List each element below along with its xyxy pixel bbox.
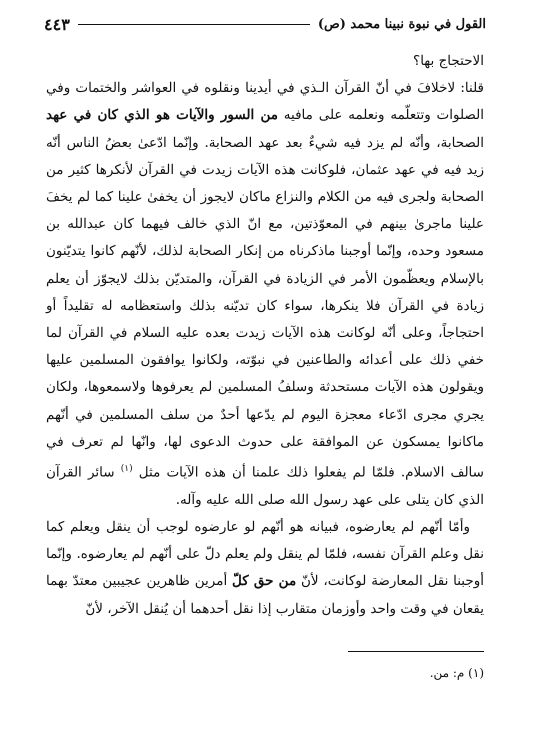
- paragraph-2-bold: من السور والآيات هو الذي كان في عهد: [46, 107, 278, 124]
- footnote-rule: [348, 651, 484, 652]
- page-header: [44, 12, 486, 36]
- paragraph-3-bold: من حق كلّ: [232, 573, 297, 590]
- paragraph-3-part-a: وأمّا أنّهم لم يعارضوه، فبيانه هو أنّهم لو عارضوه لوجب أن ينقل ويعلم كما نقل وعلم القرآن نفسه، فلمّا لم ينقل ولم يعلم دلّ على أنّهم لم يعارضوه. وإنّما أوجبنا نقل المعارضة لوكانت، لأنّ: [46, 518, 484, 590]
- paragraph-2-part-a: قلنا: لاخلافَ في أنّ القرآن الـذي في أيدينا ونقلوه في العواشر والختمات وفي الصلوات وتتعلّمه ونعلمه على مافيه: [46, 80, 484, 124]
- running-title: القول في نبوة نبينا محمد (ص): [317, 16, 486, 32]
- paragraph-3-part-c: أمرين ظاهرين عجيبين معتدّ بهما يقعان في وقت واحد وأوزمان متقارب إذا نقل أحدهما أن يُنقل الآخر، لأنّ: [46, 573, 484, 617]
- paragraph-2-part-c: الصحابة، وأنّه لم يزد فيه شيءٌ بعد عهد الصحابة. وإنّما ادّعىٰ بعضُ الناس أنّه زيد فيه في عهد عثمان، فلوكانت هذه الآيات زيدت في القرآن لأنكرها كثير من الصحابة ولجرى فيه من الكلام والنزاع ماكان لايجوز أن يخفىٰ علينا كما لم يخفَ علينا ماجرىٰ بينهم في المعوّذتين، مع انّ الذي خالف فيهما كان عبدالله بن مسعود وحده، وإنّما أوجبنا ماذكرناه من إنكار الصحابة لذلك، لأنّهم كانوا يتديّنون بالإسلام ويعظّمون الأمر في الزيادة في القرآن، والمتديّن بذلك لايجوّز أن يعلم زيادة في القرآن فلا ينكرها، سواء كان تديّنه بذلك واستعظامه له تقليداً أو احتجاجاً، وعلى أنّه لوكانت هذه الآيات زيدت بعده عليه السلام في القرآن لما خفي ذلك على أعدائه والطاعنين في نبوّته، ولكانوا يوافقون المسلمين عليها ويقولون هذه الآيات مستحدثة وسلفُ المسلمين لم يعرفوها ولاسمعوها، ولكان يجري مجرى ادّعاء معجزة اليوم لم يدّعها أحدٌ من سلف المسلمين في أنّهم ماكانوا يمسكون عن الموافقة على حدوث الدعوى لها، وانّها لم تعرف في سالف الاسلام. فلمّا لم يفعلوا ذلك علمنا أن هذه الآيات مثل: [46, 134, 484, 481]
- footnote-ref: (١): [120, 464, 133, 475]
- page-number: ٤٤٣: [44, 14, 70, 34]
- paragraph-2: [46, 75, 484, 514]
- paragraph-3: [46, 514, 484, 623]
- main-text: [46, 48, 484, 623]
- paragraph-1: الاحتجاج بها؟: [413, 53, 484, 69]
- footnote: (١) م: من.: [429, 666, 484, 680]
- paragraph-2-part-d: سائر القرآن الذي كان يتلى على عهد رسول الله صلى الله عليه وآله.: [46, 464, 484, 508]
- header-rule: [78, 24, 310, 25]
